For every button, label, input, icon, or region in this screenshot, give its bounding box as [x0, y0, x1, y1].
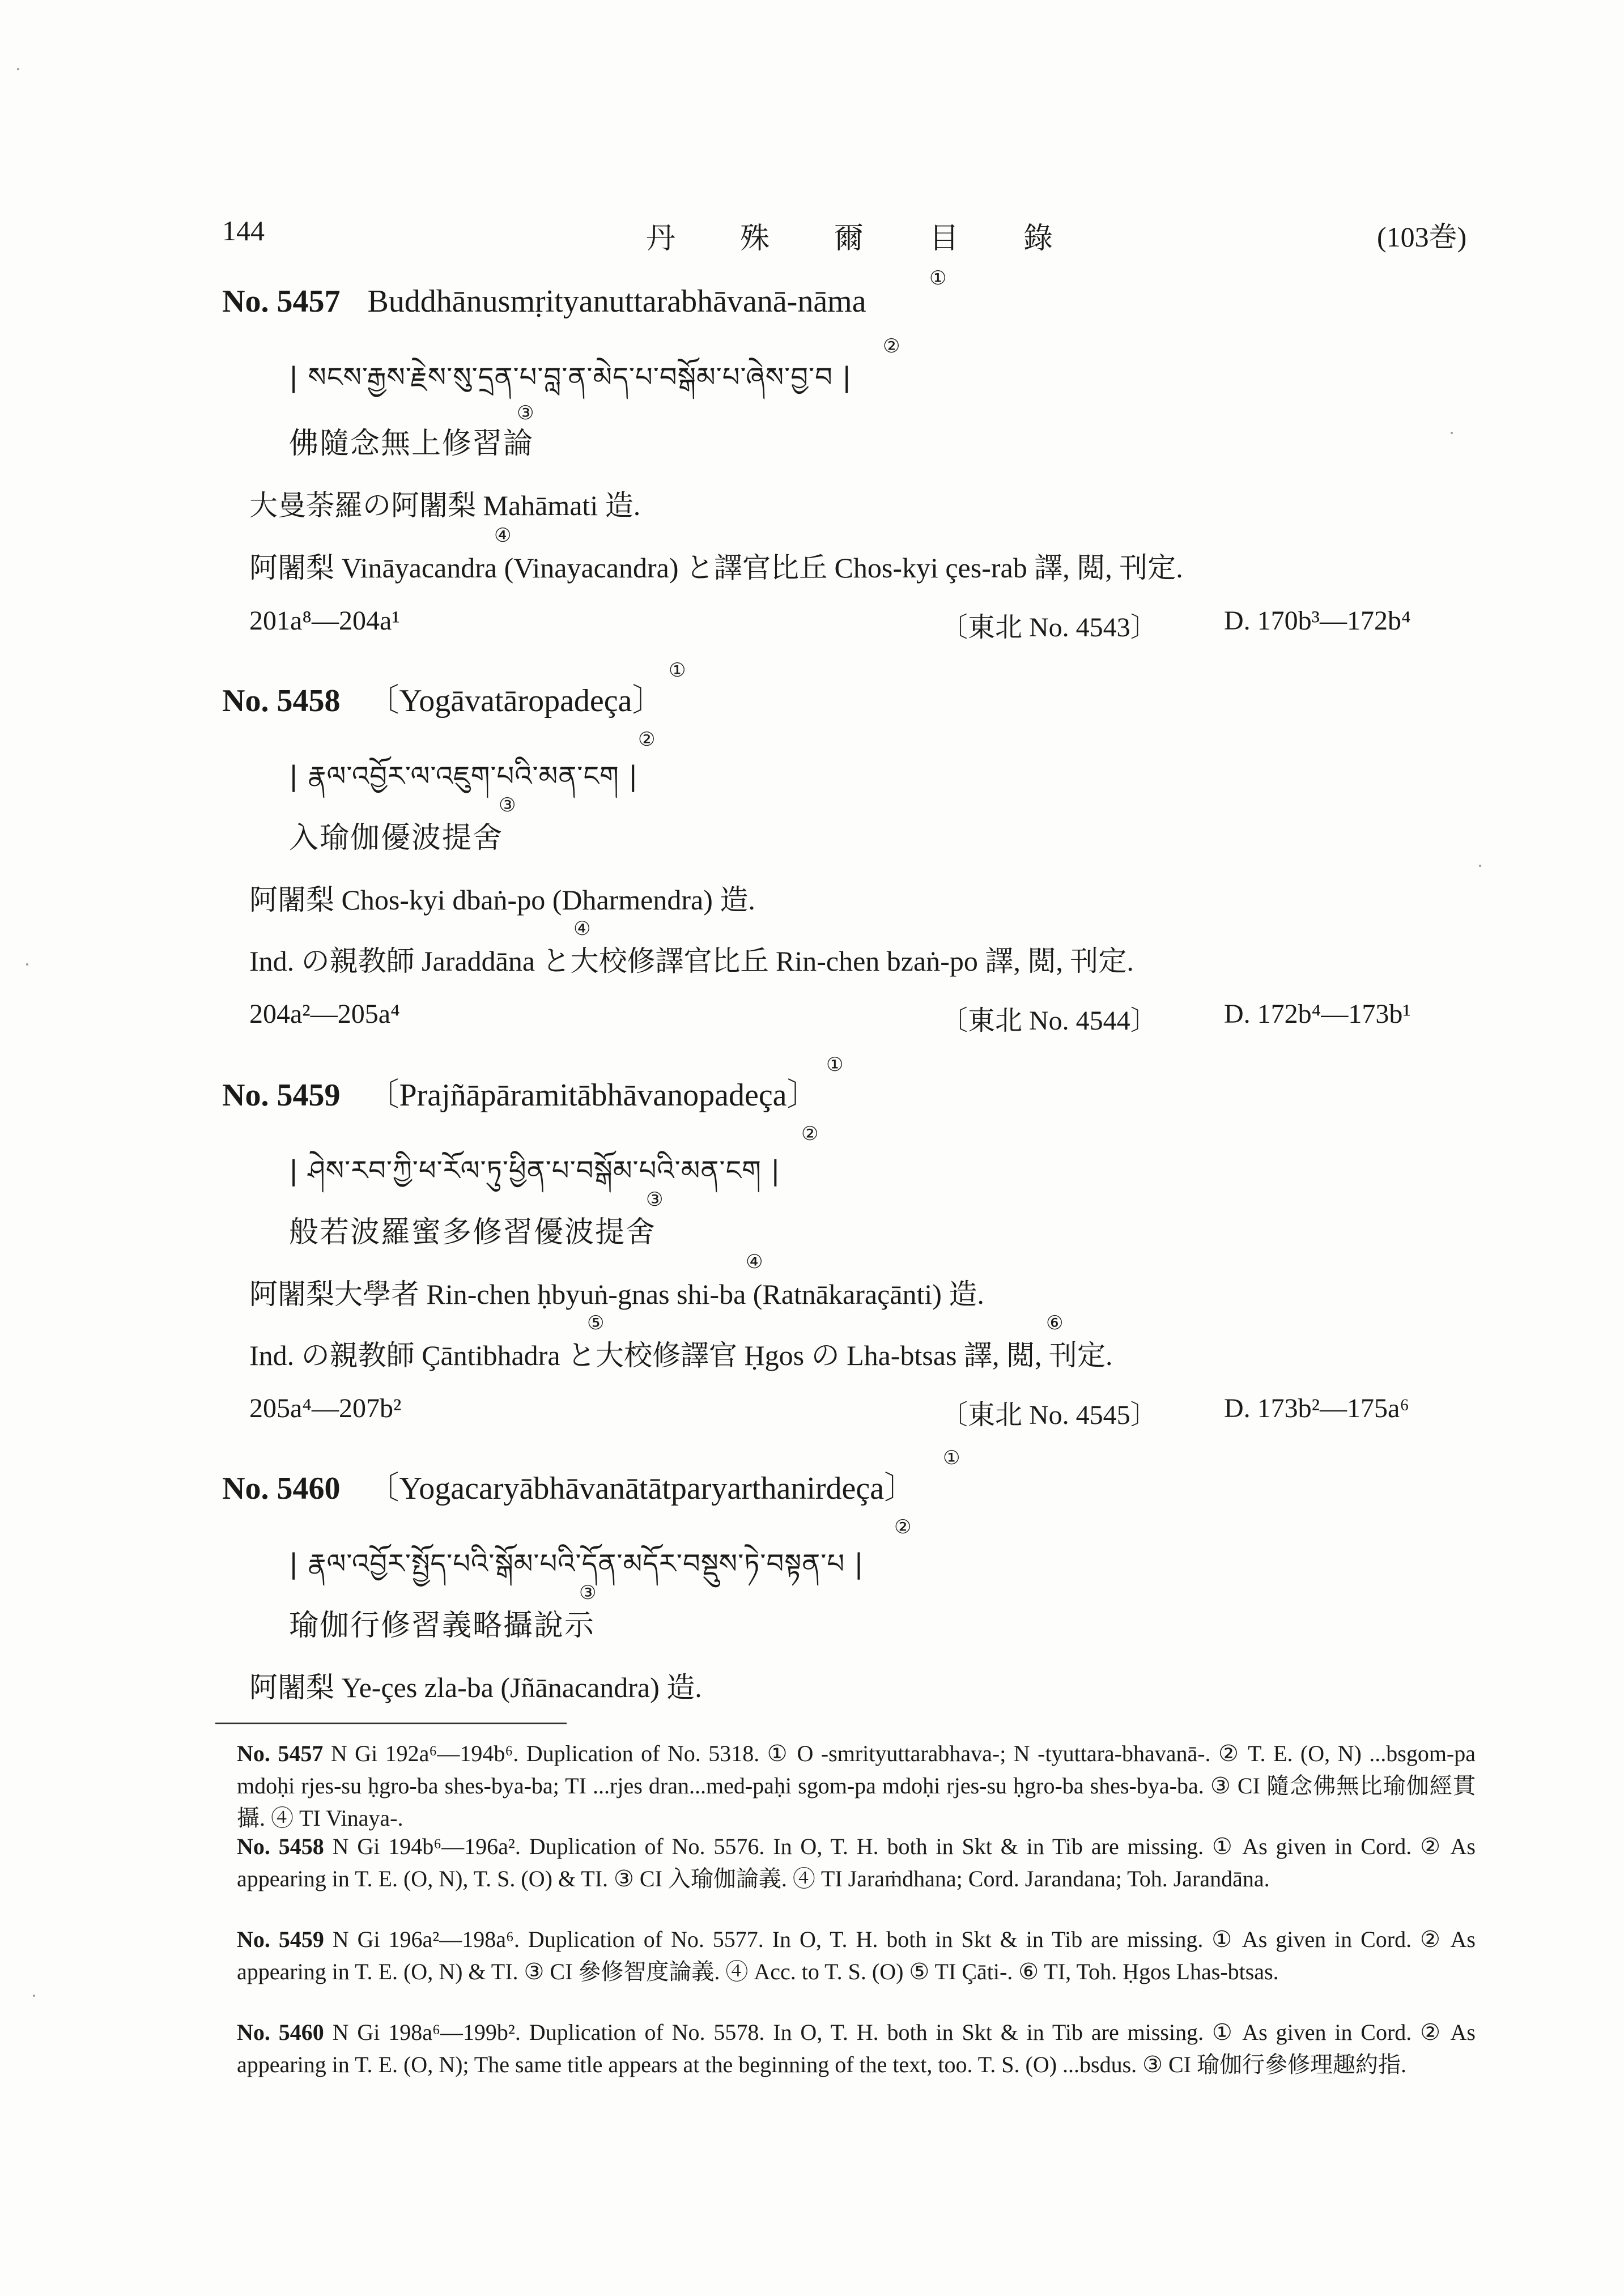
note-mark-4: ④	[746, 1251, 763, 1273]
scan-speck	[26, 963, 28, 966]
footnote-rule	[215, 1723, 567, 1724]
note-mark-6: ⑥	[1046, 1312, 1064, 1334]
author-line: 阿闍梨大學者 Rin-chen ḥbyuṅ-gnas shi-ba (Ratnākaraçānti) 造.	[249, 1278, 984, 1310]
footnote-text: N Gi 198a⁶—199b². Duplication of No. 5578. In O, T. H. both in Skt & in Tib are missing. ① As given in Cord. ② As appearing in T. E. (O, N); The same title appears at the beginning of the text, too. T. S. (O) ...bsdus. ③ CI 瑜伽行參修理趣約指.	[237, 2019, 1476, 2077]
note-mark-1: ①	[943, 1447, 960, 1469]
entry-heading	[222, 675, 664, 721]
derge-ref: D. 170b³—172b⁴	[1224, 606, 1411, 636]
scan-speck	[1479, 865, 1481, 867]
running-title-char-4: 目	[929, 222, 960, 256]
entry-heading	[222, 1463, 916, 1508]
footnote-text: N Gi 194b⁶—196a². Duplication of No. 5576. In O, T. H. both in Skt & in Tib are missing. ① As given in Cord. ② As appearing in T. E. (O, N), T. S. (O) & TI. ③ CI 入瑜伽論義. ④ TI Jaraṁdhana; Cord. Jarandana; Toh. Jarandāna.	[237, 1834, 1476, 1891]
scan-speck	[33, 1995, 35, 1997]
scan-speck	[1451, 432, 1453, 434]
note-mark-3: ③	[579, 1581, 597, 1604]
note-mark-2: ②	[638, 728, 656, 751]
footnote-text: N Gi 196a²—198a⁶. Duplication of No. 5577. In O, T. H. both in Skt & in Tib are missing. ① As given in Cord. ② As appearing in T. E. (O, N) & TI. ③ CI 參修智度論義. ④ Acc. to T. S. (O) ⑤ TI Çāti-. ⑥ TI, Toh. Ḥgos Lhas-btsas.	[237, 1927, 1476, 1984]
sanskrit-title: 〔Yogāvatāropadeça〕	[367, 683, 664, 718]
note-mark-1: ①	[929, 267, 947, 290]
chinese-title: 瑜伽行修習義略攝說示	[289, 1609, 596, 1643]
note-mark-1: ①	[669, 659, 686, 682]
footnote-number: No. 5460	[237, 2019, 324, 2045]
note-mark-2: ②	[883, 335, 900, 358]
tibetan-title: | རྣལ་འབྱོར་སྤྱོད་པའི་སྒོམ་པའི་དོན་མདོར་བསྡུས་ཏེ་བསྟན་པ |	[289, 1548, 864, 1580]
running-title-char-2: 殊	[740, 222, 771, 256]
chinese-title: 般若波羅蜜多修習優波提舍	[289, 1215, 657, 1249]
tohoku-ref: 〔東北 No. 4545〕	[941, 1400, 1158, 1430]
entry-heading	[222, 1070, 819, 1115]
note-mark-1: ①	[826, 1053, 844, 1076]
folio-range: 204a²—205a⁴	[249, 999, 400, 1029]
translator-line: 阿闍梨 Vināyacandra (Vinayacandra) と譯官比丘 Chos-kyi çes-rab 譯, 閲, 刊定.	[249, 552, 1183, 584]
sanskrit-title: Buddhānusmṛityanuttarabhāvanā-nāma	[367, 284, 866, 319]
chinese-title: 入瑜伽優波提舍	[289, 821, 504, 855]
footnote	[237, 1737, 1476, 1834]
tohoku-ref: 〔東北 No. 4543〕	[941, 613, 1158, 643]
entry-heading	[222, 283, 866, 320]
running-title-char-3: 爾	[834, 222, 865, 256]
entry-number: No. 5457	[222, 284, 341, 319]
footnote	[237, 1830, 1476, 1895]
footnote-number: No. 5457	[237, 1741, 324, 1766]
derge-ref: D. 172b⁴—173b¹	[1224, 999, 1411, 1029]
note-mark-2: ②	[894, 1516, 912, 1538]
note-mark-4: ④	[573, 917, 591, 940]
chinese-title: 佛隨念無上修習論	[289, 427, 534, 461]
note-mark-3: ③	[517, 402, 534, 424]
entry-number: No. 5458	[222, 683, 341, 718]
tibetan-title: | ཤེས་རབ་ཀྱི་ཕ་རོལ་ཏུ་ཕྱིན་པ་བསྒོམ་པའི་མན་ངག |	[289, 1155, 781, 1187]
footnote-text: N Gi 192a⁶—194b⁶. Duplication of No. 5318. ① O -smrityuttarabhava-; N -tyuttara-bhavanā-. ② T. E. (O, N) ...bsgom-pa mdoḥi rjes-su ḥgro-ba shes-bya-ba; TI ...rjes dran...med-paḥi sgom-pa mdoḥi rjes-su ḥgro-ba shes-bya-ba. ③ CI 隨念佛無比瑜伽經貫攝. ④ TI Vinaya-.	[237, 1741, 1476, 1831]
tohoku-ref: 〔東北 No. 4544〕	[941, 1006, 1158, 1036]
note-mark-3: ③	[499, 794, 516, 817]
author-line: 阿闍梨 Ye-çes zla-ba (Jñānacandra) 造.	[249, 1672, 702, 1703]
derge-ref: D. 173b²—175a⁶	[1224, 1393, 1410, 1423]
note-mark-2: ②	[801, 1123, 819, 1145]
note-mark-3: ③	[646, 1188, 664, 1211]
folio-range: 205a⁴—207b²	[249, 1393, 402, 1423]
translator-line: Ind. の親教師 Çāntibhadra と大校修譯官 Ḥgos の Lha-btsas 譯, 閲, 刊定.	[249, 1340, 1113, 1371]
translator-line: Ind. の親教師 Jaraddāna と大校修譯官比丘 Rin-chen bzaṅ-po 譯, 閲, 刊定.	[249, 945, 1134, 977]
sanskrit-title: 〔Yogacaryābhāvanātātparyarthanirdeça〕	[367, 1471, 916, 1506]
page-number: 144	[222, 215, 265, 246]
entry-number: No. 5459	[222, 1078, 341, 1113]
sanskrit-title: 〔Prajñāpāramitābhāvanopadeça〕	[367, 1078, 819, 1113]
volume-label: (103巻)	[1377, 221, 1467, 253]
note-mark-5: ⑤	[587, 1312, 605, 1334]
scan-speck	[17, 68, 19, 70]
tibetan-title: | རྣལ་འབྱོར་ལ་འཇུག་པའི་མན་ངག |	[289, 760, 639, 792]
footnote	[237, 2016, 1476, 2081]
running-title-char-1: 丹	[646, 222, 677, 256]
running-title-char-5: 錄	[1023, 222, 1055, 256]
tibetan-title: | སངས་རྒྱས་རྗེས་སུ་དྲན་པ་བླ་ན་མེད་པ་བསྒོམ་པ་ཞེས་བྱ་བ |	[289, 362, 852, 393]
author-line: 阿闍梨 Chos-kyi dbaṅ-po (Dharmendra) 造.	[249, 884, 755, 916]
note-mark-4: ④	[494, 524, 512, 547]
author-line: 大曼荼羅の阿闍梨 Mahāmati 造.	[249, 490, 641, 521]
footnote-number: No. 5458	[237, 1834, 324, 1859]
entry-number: No. 5460	[222, 1471, 341, 1506]
footnote-number: No. 5459	[237, 1927, 324, 1952]
footnote	[237, 1923, 1476, 1988]
folio-range: 201a⁸—204a¹	[249, 606, 400, 636]
